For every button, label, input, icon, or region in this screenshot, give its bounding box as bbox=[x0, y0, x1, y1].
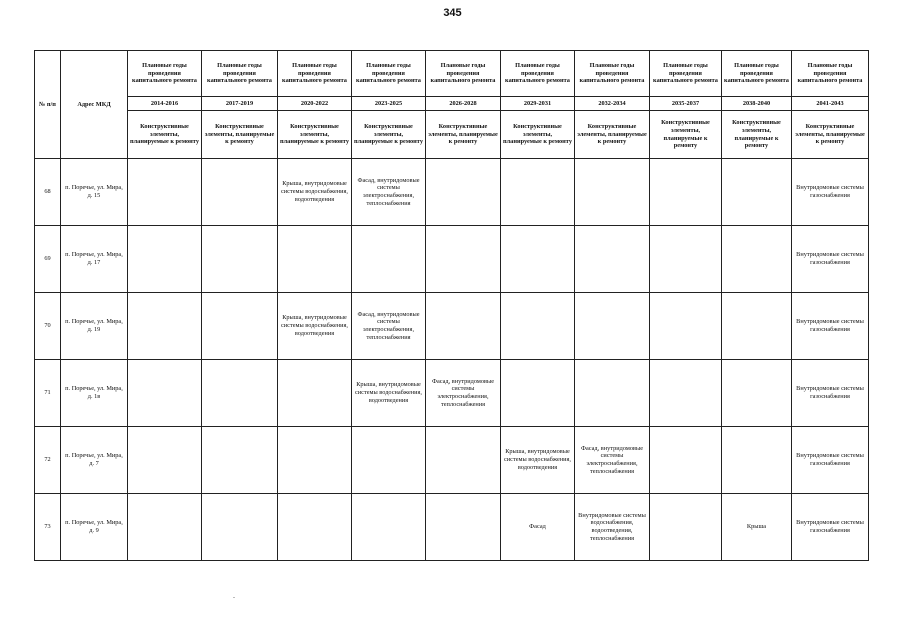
repair-elements-cell bbox=[501, 159, 575, 226]
repair-elements-cell bbox=[575, 226, 650, 293]
repair-elements-cell: Внутридомовые системы газоснабжения bbox=[792, 226, 869, 293]
address-column-header: Адрес МКД bbox=[61, 51, 128, 159]
table-row bbox=[35, 293, 869, 360]
number-column-header: № п/п bbox=[35, 51, 61, 159]
period-title-header: Плановые годы проведения капитального ремонта bbox=[575, 51, 650, 97]
repair-elements-cell bbox=[501, 360, 575, 427]
repair-elements-cell: Внутридомовые системы водоснабжения, водоотведения, теплоснабжения bbox=[575, 494, 650, 561]
repair-elements-cell bbox=[202, 226, 278, 293]
repair-elements-cell bbox=[650, 360, 722, 427]
repair-elements-cell bbox=[501, 293, 575, 360]
repair-elements-cell: Крыша, внутридомовые системы водоснабжения, водоотведения bbox=[501, 427, 575, 494]
page-number: 345 bbox=[443, 7, 462, 19]
repair-elements-cell: Фасад, внутридомовые системы электроснабжения, теплоснабжения bbox=[575, 427, 650, 494]
repair-elements-cell bbox=[128, 159, 202, 226]
repair-elements-cell bbox=[426, 226, 501, 293]
repair-elements-cell bbox=[352, 427, 426, 494]
repair-elements-cell bbox=[202, 360, 278, 427]
period-elements-header: Конструктивные элементы, планируемые к ремонту bbox=[202, 111, 278, 159]
row-number: 72 bbox=[35, 427, 61, 494]
repair-elements-cell bbox=[278, 226, 352, 293]
repair-elements-cell bbox=[722, 293, 792, 360]
repair-elements-cell bbox=[722, 427, 792, 494]
repair-elements-cell bbox=[650, 293, 722, 360]
period-elements-header: Конструктивные элементы, планируемые к ремонту bbox=[278, 111, 352, 159]
period-years-header: 2041-2043 bbox=[792, 97, 869, 111]
repair-elements-cell bbox=[202, 293, 278, 360]
period-years-header: 2020-2022 bbox=[278, 97, 352, 111]
scan-artifact bbox=[233, 597, 235, 598]
repair-elements-cell bbox=[202, 159, 278, 226]
repair-elements-cell bbox=[426, 293, 501, 360]
period-years-header: 2038-2040 bbox=[722, 97, 792, 111]
repair-elements-cell bbox=[128, 293, 202, 360]
repair-elements-cell: Фасад, внутридомовые системы электроснабжения, теплоснабжения bbox=[426, 360, 501, 427]
repair-elements-cell: Крыша bbox=[722, 494, 792, 561]
repair-elements-cell bbox=[650, 427, 722, 494]
repair-elements-cell bbox=[352, 226, 426, 293]
period-title-header: Плановые годы проведения капитального ремонта bbox=[278, 51, 352, 97]
repair-elements-cell bbox=[278, 427, 352, 494]
period-elements-header: Конструктивные элементы, планируемые к ремонту bbox=[426, 111, 501, 159]
period-years-header: 2035-2037 bbox=[650, 97, 722, 111]
repair-elements-cell: Внутридомовые системы газоснабжения bbox=[792, 360, 869, 427]
period-elements-header: Конструктивные элементы, планируемые к ремонту bbox=[792, 111, 869, 159]
repair-elements-cell bbox=[128, 427, 202, 494]
period-title-header: Плановые годы проведения капитального ремонта bbox=[352, 51, 426, 97]
period-elements-header: Конструктивные элементы, планируемые к ремонту bbox=[722, 111, 792, 159]
period-elements-header: Конструктивные элементы, планируемые к ремонту bbox=[501, 111, 575, 159]
table-body bbox=[35, 159, 869, 561]
repair-elements-cell bbox=[352, 494, 426, 561]
row-number: 68 bbox=[35, 159, 61, 226]
repair-elements-cell: Внутридомовые системы газоснабжения bbox=[792, 293, 869, 360]
period-elements-header: Конструктивные элементы, планируемые к ремонту bbox=[128, 111, 202, 159]
row-address: п. Поречье, ул. Мира, д. 1в bbox=[61, 360, 128, 427]
period-title-header: Плановые годы проведения капитального ремонта bbox=[202, 51, 278, 97]
period-title-header: Плановые годы проведения капитального ремонта bbox=[650, 51, 722, 97]
repair-elements-cell bbox=[575, 159, 650, 226]
row-address: п. Поречье, ул. Мира, д. 7 bbox=[61, 427, 128, 494]
table-row bbox=[35, 159, 869, 226]
repair-elements-cell bbox=[650, 494, 722, 561]
table-row bbox=[35, 360, 869, 427]
period-years-header: 2023-2025 bbox=[352, 97, 426, 111]
period-title-header: Плановые годы проведения капитального ремонта bbox=[501, 51, 575, 97]
repair-elements-cell bbox=[202, 427, 278, 494]
period-title-header: Плановые годы проведения капитального ремонта bbox=[792, 51, 869, 97]
repair-elements-cell bbox=[575, 360, 650, 427]
period-years-header: 2026-2028 bbox=[426, 97, 501, 111]
row-number: 71 bbox=[35, 360, 61, 427]
period-elements-header: Конструктивные элементы, планируемые к ремонту bbox=[650, 111, 722, 159]
repair-elements-cell bbox=[426, 427, 501, 494]
period-title-header: Плановые годы проведения капитального ремонта bbox=[722, 51, 792, 97]
repair-elements-cell bbox=[722, 159, 792, 226]
period-years-header: 2014-2016 bbox=[128, 97, 202, 111]
row-address: п. Поречье, ул. Мира, д. 9 bbox=[61, 494, 128, 561]
repair-elements-cell: Фасад, внутридомовые системы электроснабжения, теплоснабжения bbox=[352, 159, 426, 226]
repair-elements-cell bbox=[278, 360, 352, 427]
period-years-header: 2032-2034 bbox=[575, 97, 650, 111]
repair-elements-cell: Фасад, внутридомовые системы электроснабжения, теплоснабжения bbox=[352, 293, 426, 360]
repair-elements-cell: Крыша, внутридомовые системы водоснабжения, водоотведения bbox=[278, 159, 352, 226]
row-address: п. Поречье, ул. Мира, д. 17 bbox=[61, 226, 128, 293]
repair-elements-cell bbox=[501, 226, 575, 293]
row-number: 73 bbox=[35, 494, 61, 561]
period-title-header: Плановые годы проведения капитального ремонта bbox=[128, 51, 202, 97]
row-address: п. Поречье, ул. Мира, д. 19 bbox=[61, 293, 128, 360]
repair-elements-cell: Внутридомовые системы газоснабжения bbox=[792, 427, 869, 494]
period-elements-header: Конструктивные элементы, планируемые к ремонту bbox=[352, 111, 426, 159]
row-address: п. Поречье, ул. Мира, д. 15 bbox=[61, 159, 128, 226]
repair-elements-cell: Крыша, внутридомовые системы водоснабжения, водоотведения bbox=[352, 360, 426, 427]
repair-elements-cell bbox=[128, 226, 202, 293]
repair-elements-cell: Внутридомовые системы газоснабжения bbox=[792, 494, 869, 561]
repair-elements-cell bbox=[128, 494, 202, 561]
table-row bbox=[35, 494, 869, 561]
repair-elements-cell bbox=[575, 293, 650, 360]
repair-elements-cell bbox=[722, 360, 792, 427]
period-elements-header: Конструктивные элементы, планируемые к ремонту bbox=[575, 111, 650, 159]
repair-elements-cell bbox=[128, 360, 202, 427]
row-number: 70 bbox=[35, 293, 61, 360]
table-row bbox=[35, 226, 869, 293]
period-years-header: 2029-2031 bbox=[501, 97, 575, 111]
repair-elements-cell bbox=[426, 159, 501, 226]
period-years-header: 2017-2019 bbox=[202, 97, 278, 111]
repair-elements-cell bbox=[722, 226, 792, 293]
repair-elements-cell bbox=[650, 159, 722, 226]
table-header bbox=[35, 51, 869, 159]
repair-elements-cell bbox=[202, 494, 278, 561]
repair-elements-cell: Крыша, внутридомовые системы водоснабжения, водоотведения bbox=[278, 293, 352, 360]
capital-repair-table bbox=[34, 50, 869, 561]
row-number: 69 bbox=[35, 226, 61, 293]
period-title-header: Плановые годы проведения капитального ремонта bbox=[426, 51, 501, 97]
repair-elements-cell bbox=[650, 226, 722, 293]
table-row bbox=[35, 427, 869, 494]
repair-elements-cell: Внутридомовые системы газоснабжения bbox=[792, 159, 869, 226]
repair-elements-cell bbox=[426, 494, 501, 561]
repair-elements-cell: Фасад bbox=[501, 494, 575, 561]
repair-elements-cell bbox=[278, 494, 352, 561]
